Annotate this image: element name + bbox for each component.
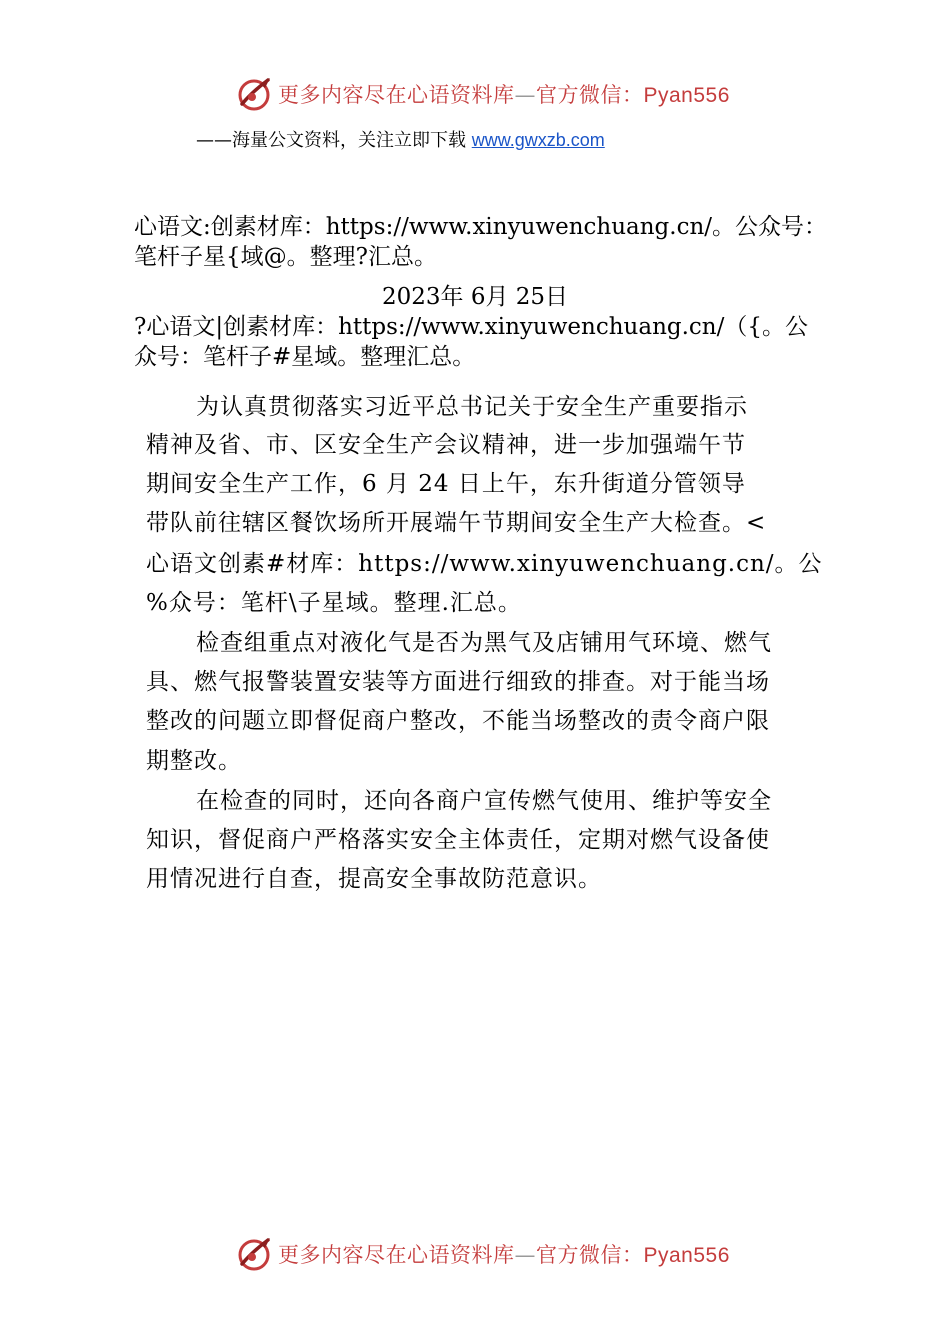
paragraph-line: 期间安全生产工作，6 月 24 日上午，东升街道分管领导 bbox=[146, 471, 746, 497]
download-link[interactable]: www.gwxzb.com bbox=[471, 130, 605, 150]
paragraph-line: 精神及省、市、区安全生产会议精神，进一步加强端午节 bbox=[146, 432, 746, 458]
paragraph-line: 为认真贯彻落实习近平总书记关于安全生产重要指示 bbox=[196, 394, 748, 420]
document-date: 2023年 6月 25日 bbox=[381, 284, 569, 310]
paragraph-line: 整改的问题立即督促商户整改，不能当场整改的责令商户限 bbox=[146, 708, 770, 734]
bottom-banner bbox=[0, 1232, 950, 1276]
paragraph-line: %众号：笔杆\子星域。整理.汇总。 bbox=[146, 590, 522, 616]
banner-text: 更多内容尽在心语资料库—官方微信：Pyan556 bbox=[278, 1243, 730, 1267]
paragraph-line: 带队前往辖区餐饮场所开展端午节期间安全生产大检查。< bbox=[146, 510, 767, 536]
paragraph-line: 具、燃气报警装置安装等方面进行细致的排查。对于能当场 bbox=[146, 669, 770, 695]
logo-icon bbox=[234, 1234, 274, 1274]
paragraph-line: 知识，督促商户严格落实安全主体责任，定期对燃气设备使 bbox=[146, 827, 770, 853]
paragraph-line: 心语文创素#材库：https://www.xinyuwenchuang.cn/。公 bbox=[146, 551, 823, 577]
paragraph-line: 期整改。 bbox=[146, 748, 242, 774]
banner-text: 更多内容尽在心语资料库—官方微信：Pyan556 bbox=[278, 83, 730, 107]
top-banner bbox=[0, 72, 950, 116]
subheader: ——海量公文资料，关注立即下载 www.gwxzb.com bbox=[196, 130, 605, 151]
paragraph-line: 用情况进行自查，提高安全事故防范意识。 bbox=[146, 866, 602, 892]
watermark-line: 众号：笔杆子#星域。整理汇总。 bbox=[134, 344, 476, 370]
watermark-line: ?心语文|创素材库：https://www.xinyuwenchuang.cn/（{。公 bbox=[134, 314, 808, 340]
watermark-line: 心语文:创素材库：https://www.xinyuwenchuang.cn/。公众号： bbox=[134, 214, 828, 240]
watermark-line: 笔杆子星{域@。整理?汇总。 bbox=[134, 244, 437, 270]
logo-icon bbox=[234, 74, 274, 114]
paragraph-line: 检查组重点对液化气是否为黑气及店铺用气环境、燃气 bbox=[196, 630, 772, 656]
paragraph-line: 在检查的同时，还向各商户宣传燃气使用、维护等安全 bbox=[196, 788, 772, 814]
